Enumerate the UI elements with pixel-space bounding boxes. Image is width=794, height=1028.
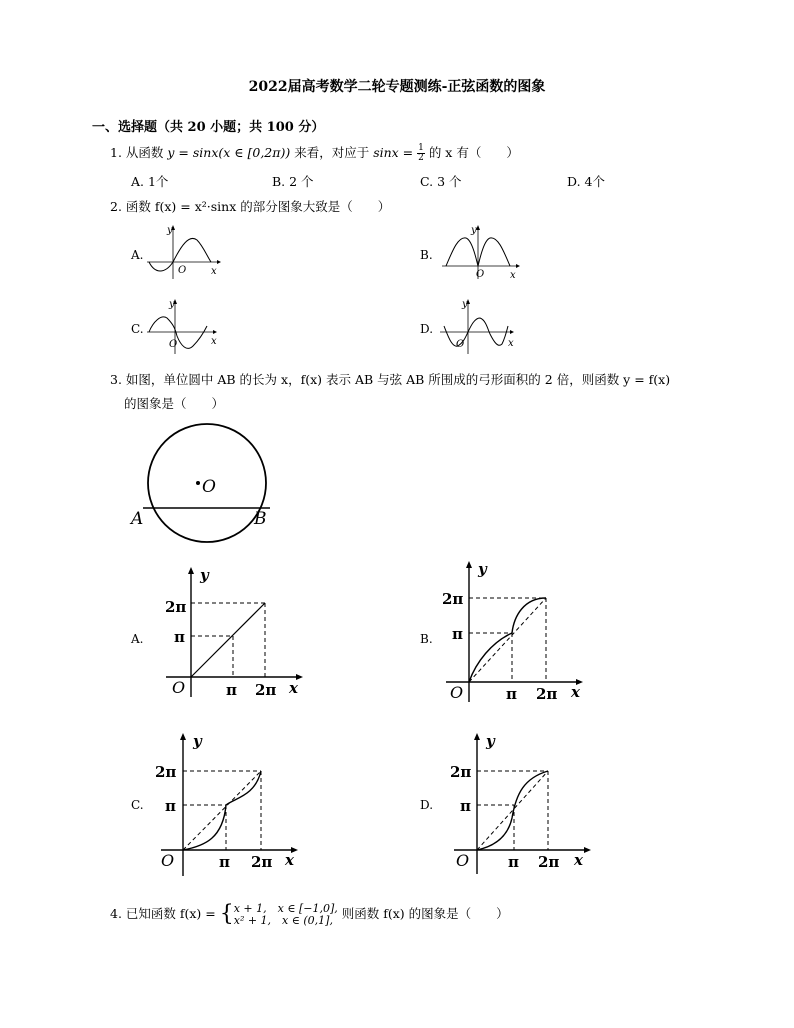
axis-x-label: x [571,683,580,701]
y-tick-pi: π [452,625,463,643]
q3-option-c[interactable]: C. [131,798,144,812]
q1-prefix: 1. 从函数 [110,145,168,160]
axis-x-label: x [289,679,298,697]
x-tick-two-pi: 2π [538,853,560,871]
q1-option-b[interactable]: B. 2 个 [272,174,314,189]
q3-graph-a [160,562,310,702]
origin-label: O [178,265,187,276]
axis-x-label: x [211,266,217,277]
q1-option-d[interactable]: D. 4个 [567,174,605,189]
q1-fraction: $\frac{1}{2}$ [418,143,424,163]
x-tick-pi: π [508,853,519,871]
q3-graph-c [155,728,305,878]
y-tick-pi: π [460,797,471,815]
origin-label: O [476,269,485,280]
question-3-line-1: 3. 如图，单位圆中 AB 的长为 x，f(x) 表示 AB 与弦 AB 所围成的弓形面积的 2 倍，则函数 y = f(x) [110,372,671,387]
page-title: 2022届高考数学二轮专题测练-正弦函数的图象 [248,79,546,95]
x-tick-two-pi: 2π [255,681,277,699]
q4-suffix: 则函数 f(x) 的图象是（ ） [337,906,509,921]
q1-option-c[interactable]: C. 3 个 [420,174,462,189]
axis-y-label: y [193,732,202,750]
x-tick-pi: π [219,853,230,871]
axis-y-label: y [169,299,175,310]
q1-suffix: 的 x 有（ ） [424,145,519,160]
origin-label: O [172,678,186,697]
q2-option-a[interactable]: A. [131,248,144,262]
q3-option-a[interactable]: A. [131,632,144,646]
axis-x-label: x [510,270,516,281]
question-4 [110,902,509,927]
origin-label: O [450,683,464,702]
axis-y-label: y [200,566,209,584]
axis-y-label: y [462,299,468,310]
x-tick-two-pi: 2π [251,853,273,871]
q3-option-b[interactable]: B. [420,632,433,646]
q4-prefix: 4. 已知函数 f(x) = [110,906,220,921]
axis-x-label: x [285,851,294,869]
q3-option-d[interactable]: D. [420,798,434,812]
section-heading: 一、选择题（共 20 小题；共 100 分） [92,120,325,135]
axis-y-label: y [471,225,477,236]
q1-option-a[interactable]: A. 1个 [131,174,169,189]
axis-x-label: x [211,336,217,347]
question-1 [110,144,519,163]
q1-eq: sinx = [373,145,418,160]
q3-graph-d [448,728,598,878]
q2-graph-d [438,296,523,358]
q2-graph-c [145,296,225,358]
origin-label: O [456,339,465,350]
circle-center-label: O [202,477,216,497]
q2-graph-a [145,222,225,282]
y-tick-pi: π [174,628,185,646]
axis-x-label: x [574,851,583,869]
q1-mid: 来看，对应于 [290,145,374,160]
y-tick-pi: π [165,797,176,815]
axis-y-label: y [167,225,173,236]
q2-option-b[interactable]: B. [420,248,433,262]
axis-x-label: x [508,338,514,349]
q3-graph-b [440,556,590,706]
q2-option-c[interactable]: C. [131,322,144,336]
q4-cases: x + 1, x ∈ [−1,0], x² + 1, x ∈ (0,1], [233,901,338,927]
y-tick-two-pi: 2π [450,763,472,781]
q1-func: y = sinx(x ∈ [0,2π)) [167,145,291,160]
y-tick-two-pi: 2π [442,590,464,608]
y-tick-two-pi: 2π [155,763,177,781]
axis-y-label: y [486,732,495,750]
q4-brace: { [219,901,234,927]
x-tick-pi: π [226,681,237,699]
origin-label: O [169,339,178,350]
x-tick-pi: π [506,685,517,703]
x-tick-two-pi: 2π [536,685,558,703]
question-3-line-2: 的图象是（ ） [124,396,225,411]
question-2: 2. 函数 f(x) = x²·sinx 的部分图象大致是（ ） [110,199,391,214]
origin-label: O [456,851,470,870]
axis-y-label: y [478,560,487,578]
q2-option-d[interactable]: D. [420,322,434,336]
q2-graph-b [440,222,525,282]
origin-label: O [161,851,175,870]
unit-circle-figure [128,420,278,545]
point-b-label: B [254,509,267,529]
y-tick-two-pi: 2π [165,598,187,616]
point-a-label: A [131,509,144,529]
